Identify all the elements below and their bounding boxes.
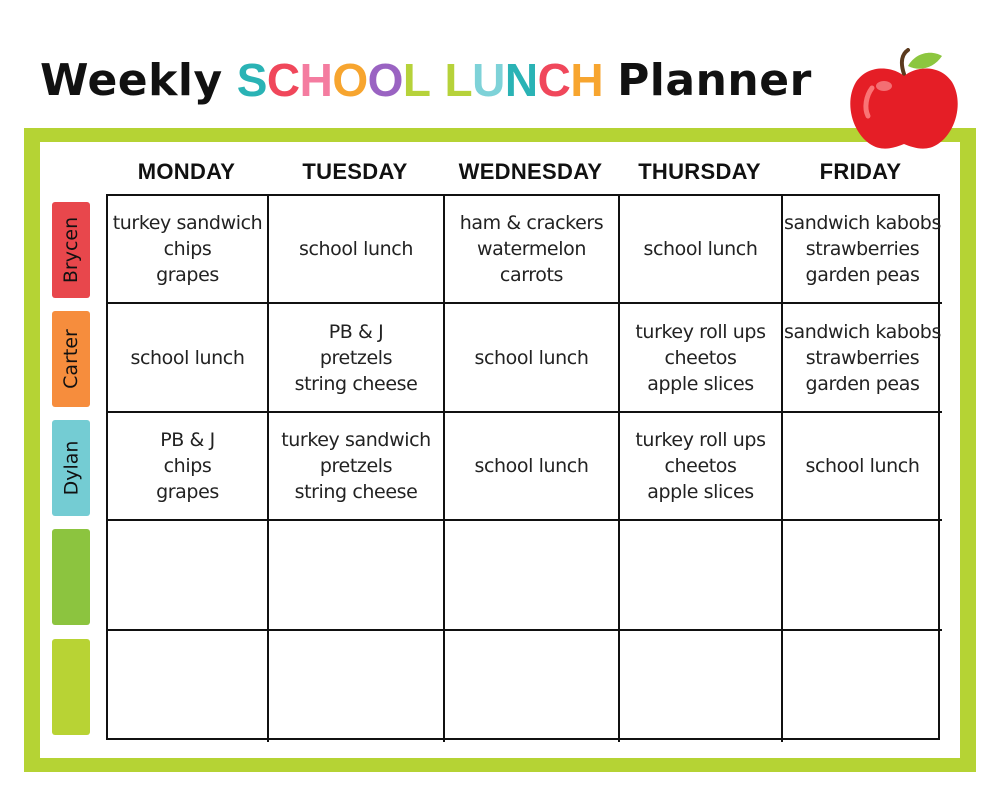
meal-item: school lunch [805,455,920,477]
title-lead: Weekly [40,54,223,106]
meal-cell-tuesday [269,521,445,631]
name-tab-carter [52,311,90,407]
meal-item: turkey roll ups [635,320,766,343]
title-letter: H [299,54,333,106]
meal-item: pretzels [319,346,393,369]
meal-cell-thursday [620,631,783,742]
meal-cell-monday [108,304,269,413]
title-highlight [237,53,603,107]
name-tab-empty-1 [52,529,90,625]
meal-item: strawberries [805,346,920,369]
meal-cell-monday [108,521,269,631]
meal-item: school lunch [643,238,758,260]
meal-item: turkey sandwich [281,429,431,451]
meal-cell-monday [108,196,269,304]
page-title [40,40,812,120]
meal-item: grapes [156,264,219,286]
meal-cell-wednesday [445,631,620,742]
meal-item: school lunch [130,346,245,369]
title-letter: O [367,54,403,106]
meal-cell-thursday [620,196,783,304]
title-letter: U [472,54,505,106]
meal-item: cheetos [664,346,737,369]
name-label: Carter [60,329,83,389]
meal-cell-tuesday [269,413,445,521]
meal-item: watermelon [477,238,586,260]
meal-cell-tuesday [269,304,445,413]
apple-icon [846,48,962,152]
title-letter: C [266,54,300,106]
title-space [431,53,445,107]
meal-item: ham & crackers [459,212,604,234]
day-header-thursday: THURSDAY [638,159,761,184]
meal-item: apple slices [647,481,754,503]
meal-cell-friday [783,304,942,413]
day-header-monday: MONDAY [137,159,236,184]
meal-item: string cheese [294,372,418,395]
meal-item: carrots [499,264,564,286]
name-tab-empty-2 [52,639,90,735]
name-tab-brycen [52,202,90,298]
meal-item: school lunch [298,238,413,260]
meal-item: pretzels [319,455,393,477]
meal-cell-tuesday [269,196,445,304]
name-label: Brycen [60,216,82,284]
meal-item: grapes [156,481,219,503]
meal-cell-thursday [620,413,783,521]
meal-cell-thursday [620,304,783,413]
meal-item: turkey roll ups [635,429,766,451]
meal-item: cheetos [664,455,737,477]
meal-cell-friday [783,631,942,742]
title-tail: Planner [617,54,812,106]
meal-cell-monday [108,631,269,742]
meal-cell-wednesday [445,304,620,413]
day-header-wednesday: WEDNESDAY [458,159,603,184]
meal-cell-thursday [620,521,783,631]
name-label: Dylan [60,440,82,496]
meal-cell-tuesday [269,631,445,742]
meal-item: sandwich kabobs [784,320,941,343]
meal-item: turkey sandwich [112,212,263,234]
meal-item: chips [163,238,212,260]
meal-item: PB & J [328,320,384,343]
meal-item: string cheese [294,481,418,503]
meal-cell-friday [783,521,942,631]
day-header-tuesday: TUESDAY [302,159,408,184]
meal-cell-wednesday [445,413,620,521]
title-letter: C [537,54,571,106]
meal-cell-friday [783,413,942,521]
meal-item: school lunch [474,346,589,369]
meal-item: apple slices [647,372,754,395]
meal-item: garden peas [805,372,920,395]
meal-cell-monday [108,413,269,521]
meal-cell-wednesday [445,521,620,631]
meal-cell-friday [783,196,942,304]
name-tab-dylan [52,420,90,516]
meal-item: garden peas [805,264,920,286]
title-letter: N [504,54,538,106]
day-header-friday: FRIDAY [819,159,902,184]
title-letter: S [236,54,267,106]
meal-item: school lunch [474,455,589,477]
meal-item: PB & J [160,429,215,451]
meal-grid [106,194,940,740]
meal-item: chips [163,455,212,477]
meal-item: strawberries [805,238,920,260]
title-letter: L [444,54,473,106]
meal-cell-wednesday [445,196,620,304]
title-letter: H [570,54,604,106]
title-letter: O [332,54,368,106]
title-letter: L [402,54,431,106]
meal-item: sandwich kabobs [784,212,941,234]
